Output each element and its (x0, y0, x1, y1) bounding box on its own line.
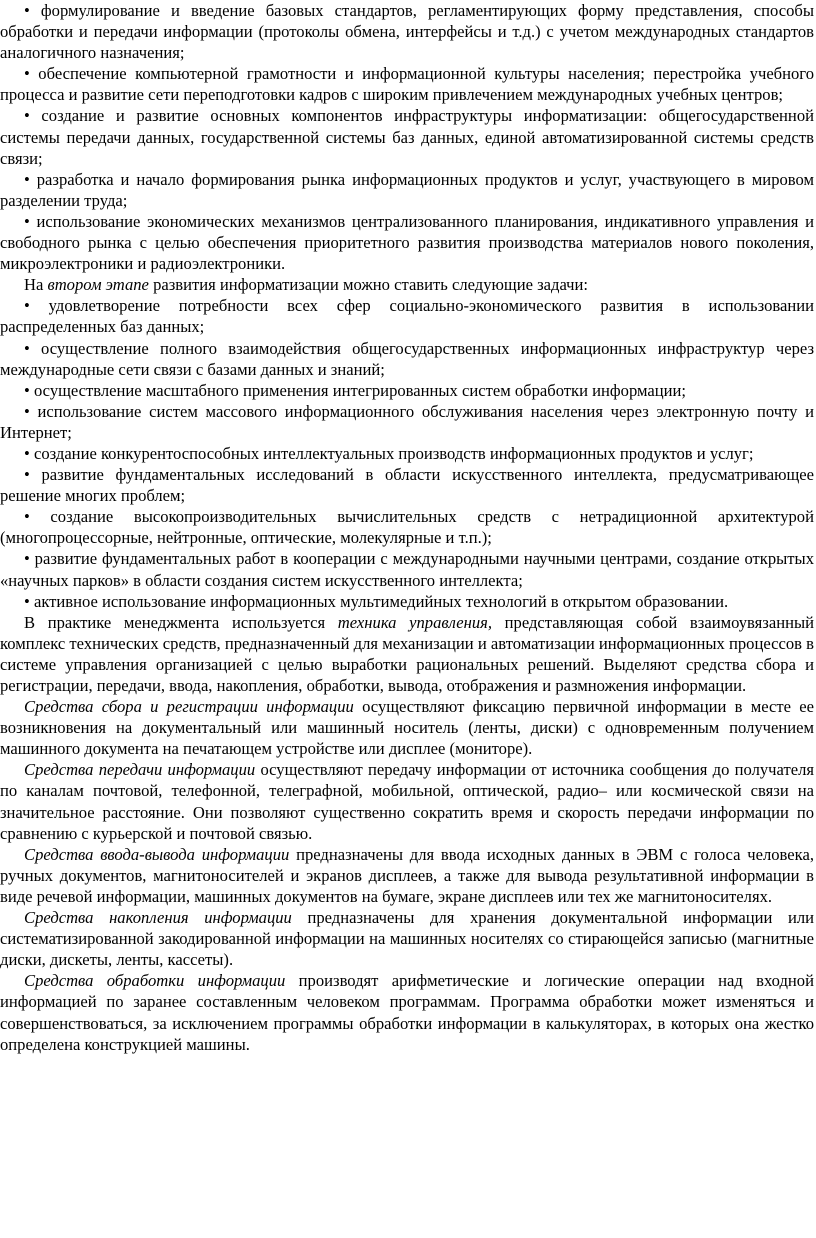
italic-term: Средства ввода-вывода информации (24, 844, 290, 864)
text-segment: • создание высокопроизводительных вычислительных средств с нетрадиционной архитектурой (многопроцессорные, нейтронные, оптические, молекулярные и т.п.); (0, 507, 814, 548)
paragraph (0, 464, 814, 506)
paragraph (0, 443, 814, 464)
paragraph (0, 105, 814, 168)
text-segment: • формулирование и введение базовых стандартов, регламентирующих форму представления, способы обработки и передачи информации (протоколы обмена, интерфейсы и т.д.) с учетом международных стандартов аналогичного назначения; (0, 1, 814, 63)
paragraph (0, 907, 814, 970)
text-segment: • разработка и начало формирования рынка информационных продуктов и услуг, участвующего в мировом разделении труда; (0, 169, 814, 210)
text-segment: • обеспечение компьютерной грамотности и информационной культуры населения; перестройка учебного процесса и развитие сети переподготовки кадров с широким привлечением международных учебных центров; (0, 64, 814, 105)
text-segment: • осуществление полного взаимодействия общегосударственных информационных инфраструктур через международные сети связи с базами данных и знаний; (0, 338, 814, 379)
italic-term: втором этапе (47, 275, 149, 295)
text-segment: осуществляют передачу информации от источника сообщения до получателя по каналам почтовой, телефонной, телеграфной, мобильной, оптической, радио– или космической связи на значительное расстояние. Они позволяют существенно сократить время и скорость передачи информации по сравнению с курьерской и почтовой связью. (0, 760, 814, 843)
paragraph (0, 696, 814, 759)
text-segment: производят арифметические и логические операции над входной информацией по заранее составленным человеком программам. Программа обработки может изменяться и совершенствоваться, за исключением программы обработки информации в калькуляторах, в которых она жестко определена конструкцией машины. (0, 971, 814, 1054)
text-segment: • использование систем массового информационного обслуживания населения через электронную почту и Интернет; (0, 401, 814, 442)
text-segment: В практике менеджмента используется (24, 612, 338, 632)
text-segment: • создание и развитие основных компонентов инфраструктуры информатизации: общегосударственной системы передачи данных, государственной системы баз данных, единой автоматизированной системы средств связи; (0, 106, 814, 168)
text-segment: осуществляют фиксацию первичной информации в месте ее возникновения на документальный или машинный носитель (ленты, диски) с одновременным получением машинного документа на печатающем устройстве или дисплее (мониторе). (0, 697, 814, 759)
paragraph (0, 591, 814, 612)
text-segment: • осуществление масштабного применения интегрированных систем обработки информации; (24, 380, 686, 400)
paragraph (0, 401, 814, 443)
italic-term: Средства сбора и регистрации информации (24, 697, 354, 717)
paragraph (0, 338, 814, 380)
paragraph (0, 380, 814, 401)
paragraph (0, 506, 814, 548)
paragraph (0, 548, 814, 590)
paragraph (0, 844, 814, 907)
paragraph (0, 612, 814, 696)
italic-term: Средства обработки информации (24, 971, 286, 991)
italic-term: техника управления, (337, 612, 492, 632)
paragraph (0, 295, 814, 337)
paragraph (0, 274, 814, 295)
paragraph (0, 63, 814, 105)
paragraph (0, 759, 814, 843)
text-segment: • использование экономических механизмов централизованного планирования, индикативного управления и свободного рынка с целью обеспечения приоритетного развития производства материалов нового поколения, микроэлектроники и радиоэлектроники. (0, 211, 814, 274)
italic-term: Средства передачи информации (24, 760, 256, 780)
text-segment: развития информатизации можно ставить следующие задачи: (148, 275, 588, 295)
text-segment: предназначены для хранения документальной информации или систематизированной закодированной информации на машинных носителях со стирающейся записью (магнитные диски, дискеты, ленты, кассеты). (0, 908, 815, 970)
italic-term: Средства накопления информации (24, 908, 292, 928)
paragraph (0, 211, 814, 274)
text-segment: • развитие фундаментальных исследований в области искусственного интеллекта, предусматривающее решение многих проблем; (0, 465, 814, 506)
text-segment: представляющая собой взаимоувязанный комплекс технических средств, предназначенный для механизации и автоматизации информационных процессов в системе управления организацией с целью выработки рациональных решений. Выделяют средства сбора и регистрации, передачи, ввода, накопления, обработки, вывода, отображения и размножения информации. (0, 612, 814, 695)
paragraph (0, 970, 814, 1054)
text-segment: На (24, 275, 48, 295)
paragraph (0, 0, 814, 63)
text-segment: • удовлетворение потребности всех сфер социально-экономического развития в использовании распределенных баз данных; (0, 296, 814, 337)
text-segment: • активное использование информационных мультимедийных технологий в открытом образовании. (24, 591, 729, 611)
text-segment: • развитие фундаментальных работ в кооперации с международными научными центрами, создание открытых «научных парков» в области создания систем искусственного интеллекта; (0, 549, 814, 590)
text-segment: • создание конкурентоспособных интеллектуальных производств информационных продуктов и услуг; (24, 443, 754, 463)
text-segment: предназначены для ввода исходных данных в ЭВМ с голоса человека, ручных документов, магнитоносителей и экранов дисплеев, а также для вывода результативной информации в виде речевой информации, машинных документов на бумаге, экране дисплеев или тех же магнитоносителях. (0, 844, 814, 906)
paragraph (0, 169, 814, 211)
